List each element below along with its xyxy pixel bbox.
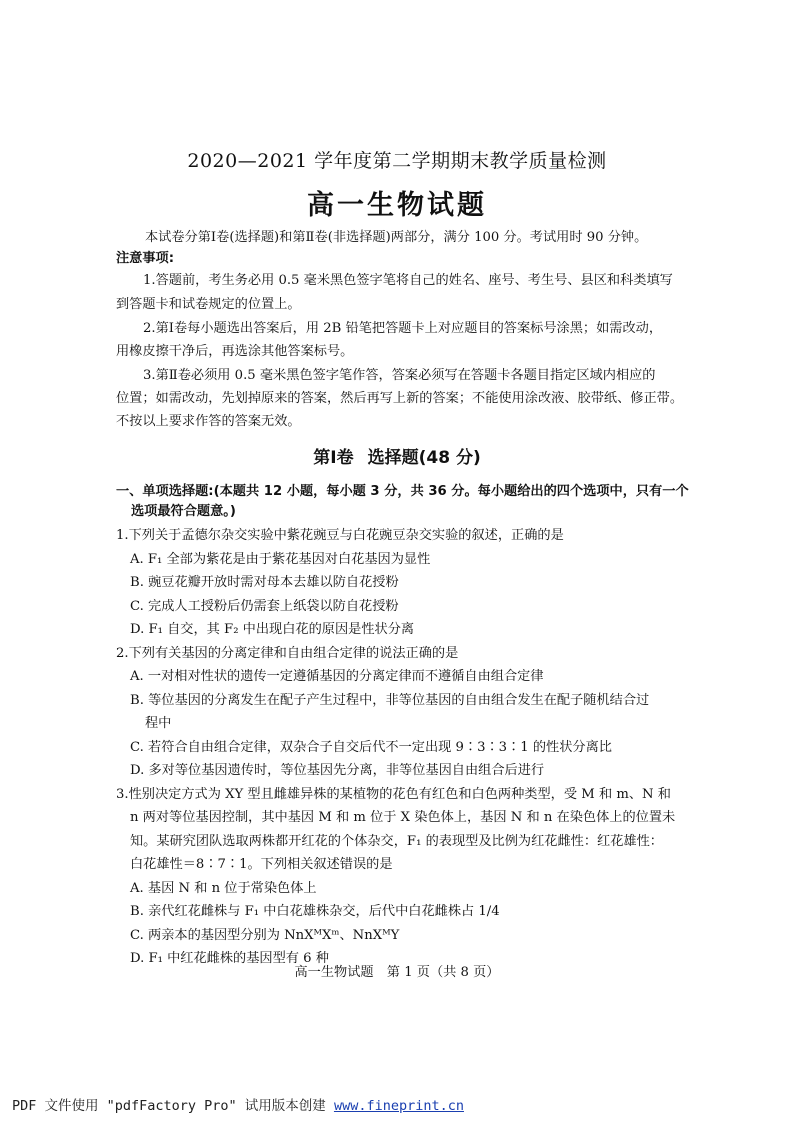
question-1-option-d: D. F₁ 自交，其 F₂ 中出现白花的原因是性状分离 bbox=[130, 622, 415, 637]
question-3-option-b: B. 亲代红花雌株与 F₁ 中白花雄株杂交，后代中白花雌株占 1/4 bbox=[130, 904, 500, 919]
section-label: 第Ⅰ卷 bbox=[313, 448, 354, 468]
question-3-option-d: D. F₁ 中红花雌株的基因型有 6 种 bbox=[130, 951, 329, 966]
fineprint-link[interactable]: www.fineprint.cn bbox=[333, 1098, 464, 1114]
pdf-creator-text: PDF 文件使用 "pdfFactory Pro" 试用版本创建 bbox=[12, 1098, 334, 1114]
question-3-stem-line-2: n 两对等位基因控制，其中基因 M 和 m 位于 X 染色体上，基因 N 和 n 在染色体上的位置未 bbox=[130, 810, 676, 825]
note-1-line-1: 1.答题前，考生务必用 0.5 毫米黑色签字笔将自己的姓名、座号、考生号、县区和科类填写 bbox=[143, 273, 673, 288]
pdf-creator-note bbox=[12, 1094, 464, 1114]
section-title: 选择题(48 分) bbox=[367, 448, 481, 468]
question-1-stem: 1.下列关于孟德尔杂交实验中紫花豌豆与白花豌豆杂交实验的叙述，正确的是 bbox=[116, 528, 564, 543]
question-2-option-a: A. 一对相对性状的遗传一定遵循基因的分离定律而不遵循自由组合定律 bbox=[130, 669, 544, 684]
question-1-option-c: C. 完成人工授粉后仍需套上纸袋以防自花授粉 bbox=[130, 599, 399, 614]
exam-title: 高一生物试题 bbox=[307, 190, 487, 221]
question-2-option-b-line-1: B. 等位基因的分离发生在配子产生过程中，非等位基因的自由组合发生在配子随机结合过 bbox=[130, 693, 650, 708]
note-2-line-2: 用橡皮擦干净后，再选涂其他答案标号。 bbox=[116, 344, 354, 359]
part-1-instruction-line-1: 一、单项选择题:(本题共 12 小题，每小题 3 分，共 36 分。每小题给出的四个选项中，只有一个 bbox=[116, 484, 689, 499]
question-2-option-c: C. 若符合自由组合定律，双杂合子自交后代不一定出现 9∶3∶3∶1 的性状分离比 bbox=[130, 740, 612, 755]
note-3-line-2: 位置；如需改动，先划掉原来的答案，然后再写上新的答案；不能使用涂改液、胶带纸、修正带。 bbox=[116, 391, 684, 406]
note-2-line-1: 2.第Ⅰ卷每小题选出答案后，用 2B 铅笔把答题卡上对应题目的答案标号涂黑；如需改动， bbox=[143, 321, 663, 336]
question-1-option-b: B. 豌豆花瓣开放时需对母本去雄以防自花授粉 bbox=[130, 575, 399, 590]
note-3-line-3: 不按以上要求作答的答案无效。 bbox=[116, 414, 301, 429]
question-3-option-a: A. 基因 N 和 n 位于常染色体上 bbox=[130, 881, 317, 896]
note-3-line-1: 3.第Ⅱ卷必须用 0.5 毫米黑色签字笔作答，答案必须写在答题卡各题目指定区域内相应的 bbox=[143, 368, 656, 383]
question-2-option-b-line-2: 程中 bbox=[145, 716, 172, 731]
question-2-option-d: D. 多对等位基因遗传时，等位基因先分离，非等位基因自由组合后进行 bbox=[130, 763, 545, 778]
note-1-line-2: 到答题卡和试卷规定的位置上。 bbox=[116, 297, 301, 312]
question-3-option-c: C. 两亲本的基因型分别为 NnXᴹXᵐ、NnXᴹY bbox=[130, 928, 400, 943]
section-heading bbox=[0, 443, 794, 468]
page-footer: 高一生物试题 第 1 页（共 8 页） bbox=[294, 965, 500, 980]
intro-line: 本试卷分第Ⅰ卷(选择题)和第Ⅱ卷(非选择题)两部分，满分 100 分。考试用时 90 分钟。 bbox=[145, 230, 648, 245]
part-1-instruction-line-2: 选项最符合题意。) bbox=[131, 504, 236, 519]
exam-subtitle: 2020—2021 学年度第二学期期末教学质量检测 bbox=[187, 150, 607, 172]
question-3-stem-line-3: 知。某研究团队选取两株都开红花的个体杂交，F₁ 的表现型及比例为红花雌性：红花雄性： bbox=[130, 834, 663, 849]
question-2-stem: 2.下列有关基因的分离定律和自由组合定律的说法正确的是 bbox=[116, 646, 459, 661]
question-3-stem-line-4: 白花雄性＝8∶7∶1。下列相关叙述错误的是 bbox=[130, 857, 393, 872]
notes-heading: 注意事项: bbox=[116, 251, 175, 266]
question-3-stem-line-1: 3.性别决定方式为 XY 型且雌雄异株的某植物的花色有红色和白色两种类型，受 M 和 m、N 和 bbox=[116, 787, 671, 802]
question-1-option-a: A. F₁ 全部为紫花是由于紫花基因对白花基因为显性 bbox=[130, 552, 431, 567]
